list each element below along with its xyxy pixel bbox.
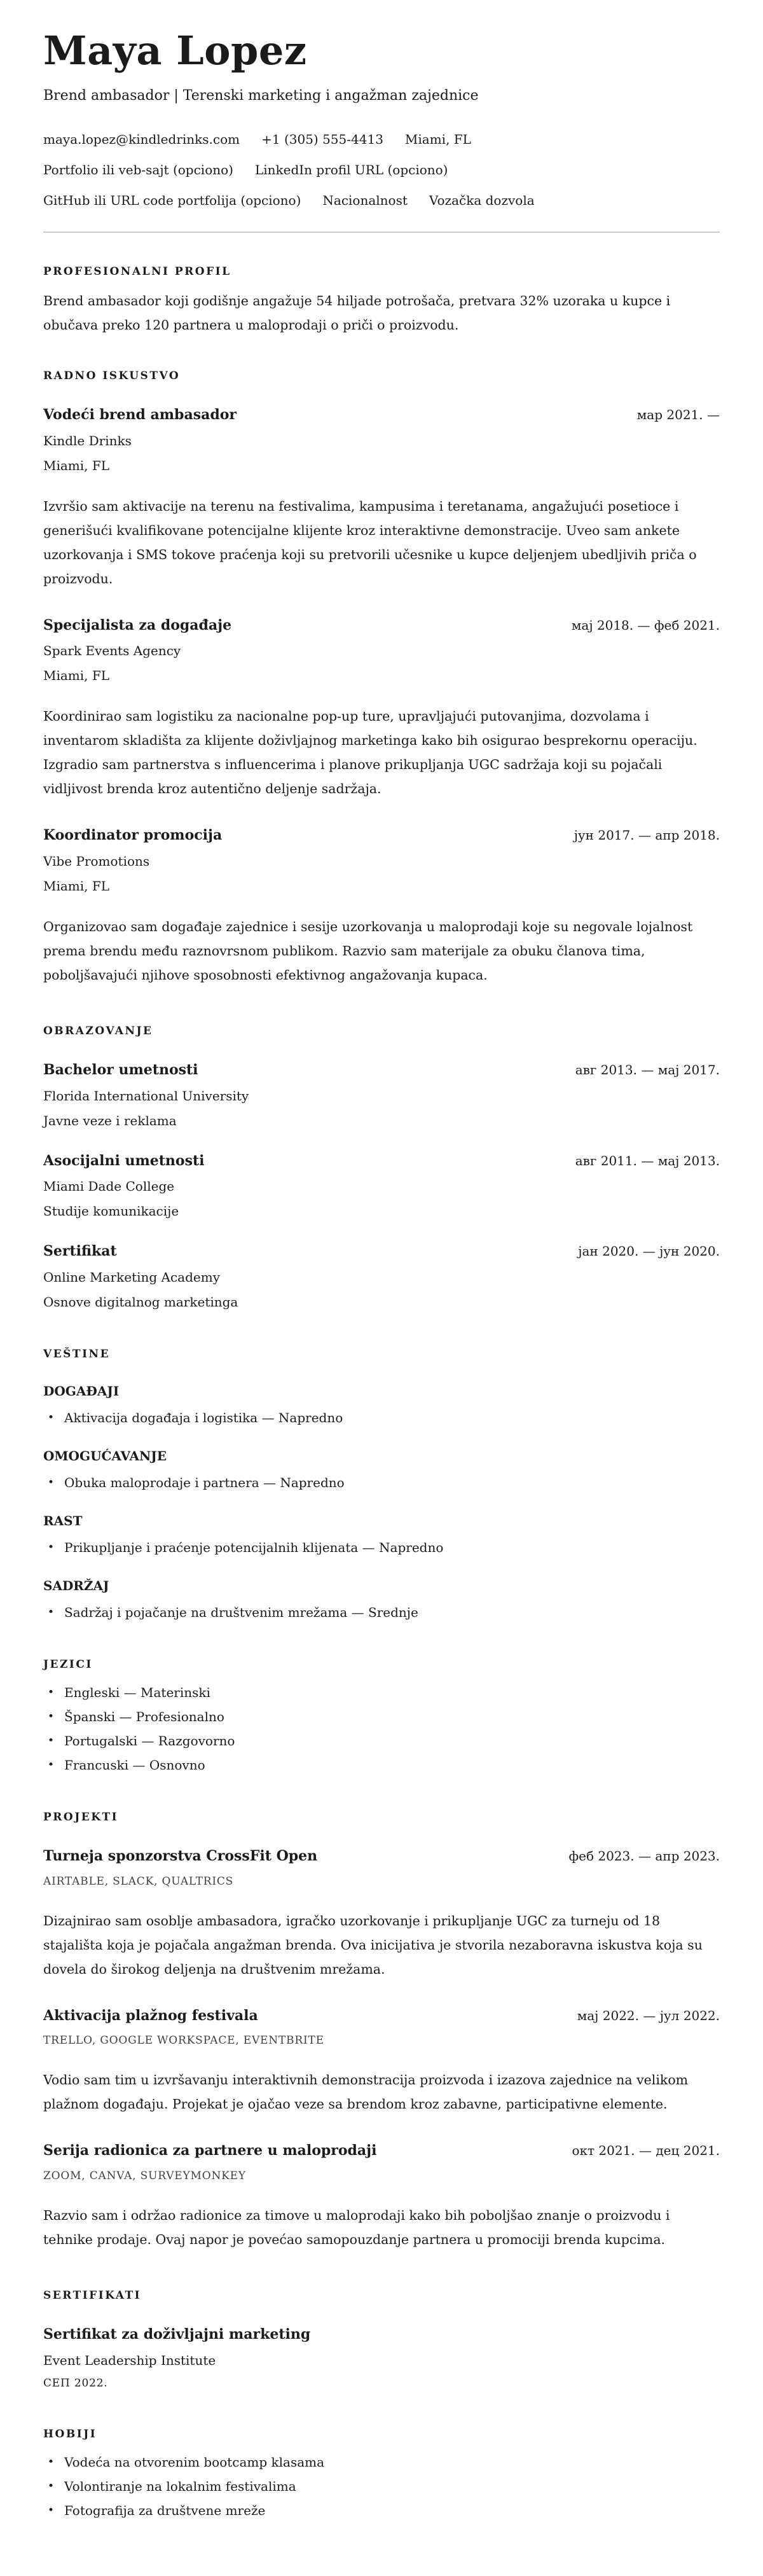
job-entry	[43, 406, 720, 591]
contact-email: maya.lopez@kindledrinks.com	[43, 131, 240, 147]
section-education	[43, 1024, 720, 1310]
job-description: Koordinirao sam logistiku za nacionalne pop-up ture, upravljajući putovanjima, dozvolama i inventarom skladišta za klijente doživljajnog marketinga kako bih osigurao besprekornu operaciju. Izgradio sam partnerstva s influencerima i planove prikupljanja UGC sadržaja koji su pojačali vidljivost brenda kroz autentično deljenje sadržaja.	[43, 709, 698, 797]
language-list	[43, 1684, 720, 1773]
project-dates: феб 2023. — апр 2023.	[568, 1848, 720, 1864]
contact-row-primary	[43, 131, 720, 148]
project-entry	[43, 2142, 720, 2252]
contact-portfolio: Portfolio ili veb-sajt (opciono)	[43, 162, 233, 177]
certificate-issuer: Event Leadership Institute	[43, 2352, 216, 2368]
job-description: Izvršio sam aktivacije na terenu na festivalima, kampusima i teretanama, angažujući posetioce i generišući kvalifikovane potencijalne klijente kroz interaktivne demonstracije. Uveo sam ankete uzorkovanja i SMS tokove praćenja koji su pretvorili učesnike u kupce deljenjem ubedljivih priča o proizvodu.	[43, 498, 697, 586]
section-projects	[43, 1810, 720, 2252]
candidate-headline: Brend ambasador | Terenski marketing i angažman zajednice	[43, 88, 479, 104]
project-title-row	[43, 2007, 720, 2025]
education-title-row	[43, 1061, 720, 1079]
skill-item: • Sadržaj i pojačanje na društvenim mrežama — Srednje	[43, 1604, 720, 1621]
project-tools: AIRTABLE, SLACK, QUALTRICS	[43, 1874, 234, 1888]
section-profile	[43, 265, 720, 337]
job-company: Vibe Promotions	[43, 853, 150, 869]
education-entry	[43, 1242, 720, 1310]
job-title: Specijalista za događaje	[43, 616, 232, 634]
project-description: Razvio sam i održao radionice za timove u maloprodaji kako bih poboljšao znanje o proizvodu i tehnike prodaje. Ovaj napor je povećao samopouzdanje partnera u promociji brenda kupcima.	[43, 2208, 670, 2248]
section-heading-languages: JEZICI	[43, 1658, 93, 1671]
resume-header	[43, 28, 720, 233]
job-company: Spark Events Agency	[43, 643, 181, 659]
project-dates: мај 2022. — јул 2022.	[577, 2007, 720, 2023]
skill-list	[43, 1409, 720, 1426]
job-title-row	[43, 826, 720, 845]
section-hobbies	[43, 2427, 720, 2519]
education-dates: јан 2020. — јун 2020.	[578, 1243, 720, 1259]
skill-item: • Prikupljanje i praćenje potencijalnih klijenata — Napredno	[43, 1539, 720, 1556]
job-dates: мар 2021. —	[636, 407, 720, 423]
job-entry	[43, 616, 720, 801]
language-item: • Engleski — Materinski	[43, 1684, 720, 1701]
certificate-date: СЕП 2022.	[43, 2376, 108, 2390]
certificate-title: Sertifikat za doživljajni marketing	[43, 2326, 311, 2343]
education-degree: Bachelor umetnosti	[43, 1061, 198, 1078]
education-degree: Sertifikat	[43, 1243, 117, 1260]
job-dates: јун 2017. — апр 2018.	[574, 828, 720, 843]
contact-row-links	[43, 162, 720, 178]
skill-item: • Obuka maloprodaje i partnera — Napredno	[43, 1474, 720, 1491]
section-heading-hobbies: HOBIJI	[43, 2427, 97, 2441]
education-field: Javne veze i reklama	[43, 1112, 177, 1128]
education-school: Online Marketing Academy	[43, 1269, 221, 1285]
contact-github: GitHub ili URL code portfolija (opciono)	[43, 192, 301, 208]
hobby-item: • Fotografija za društvene mreže	[43, 2502, 720, 2519]
job-description: Organizovao sam događaje zajednice i sesije uzorkovanja u maloprodaji koje su negovale lojalnost prema brendu među raznovrsnom publikom. Razvio sam materijale za obuku članova tima, poboljšavajući njihove sposobnosti efektivnog angažovanja kupaca.	[43, 918, 693, 983]
project-title-row	[43, 2142, 720, 2160]
project-title: Aktivacija plažnog festivala	[43, 2007, 258, 2024]
section-heading-certificates: SERTIFIKATI	[43, 2289, 142, 2302]
skill-category: DOGAĐAJI	[43, 1383, 120, 1399]
language-item: • Portugalski — Razgovorno	[43, 1733, 720, 1749]
education-entry	[43, 1061, 720, 1129]
section-heading-experience: RADNO ISKUSTVO	[43, 369, 181, 382]
section-experience	[43, 369, 720, 987]
job-location: Miami, FL	[43, 457, 110, 473]
skill-list	[43, 1474, 720, 1491]
education-school: Florida International University	[43, 1088, 249, 1104]
contact-phone: +1 (305) 555-4413	[261, 131, 383, 147]
job-location: Miami, FL	[43, 878, 110, 894]
contact-drivers-license: Vozačka dozvola	[429, 192, 535, 208]
hobby-item: • Volontiranje na lokalnim festivalima	[43, 2478, 720, 2495]
section-heading-skills: VEŠTINE	[43, 1347, 111, 1361]
job-entry	[43, 826, 720, 987]
project-dates: окт 2021. — дец 2021.	[572, 2143, 720, 2159]
certificate-entry	[43, 2325, 720, 2390]
job-title: Koordinator promocija	[43, 827, 223, 844]
contact-linkedin: LinkedIn profil URL (opciono)	[254, 162, 448, 177]
project-tools: ZOOM, CANVA, SURVEYMONKEY	[43, 2169, 246, 2182]
job-company: Kindle Drinks	[43, 433, 132, 448]
section-certificates	[43, 2289, 720, 2390]
project-description: Dizajnirao sam osoblje ambasadora, igračko uzorkovanje i prikupljanje UGC za turneju od 18 stajališta koja je pojačala angažman brenda. Ova inicijativa je stvorila nezaboravna iskustva koja su dovela do širokog deljenja na društvenim mrežama.	[43, 1913, 703, 1977]
language-item: • Francuski — Osnovno	[43, 1757, 720, 1773]
candidate-name: Maya Lopez	[43, 27, 307, 74]
project-entry	[43, 2007, 720, 2117]
job-location: Miami, FL	[43, 668, 110, 684]
job-title-row	[43, 616, 720, 635]
education-entry	[43, 1152, 720, 1220]
section-heading-profile: PROFESIONALNI PROFIL	[43, 265, 231, 278]
project-tools: TRELLO, GOOGLE WORKSPACE, EVENTBRITE	[43, 2034, 324, 2047]
skill-list	[43, 1604, 720, 1621]
education-title-row	[43, 1152, 720, 1170]
header-divider	[43, 232, 720, 233]
job-dates: мај 2018. — феб 2021.	[571, 617, 720, 633]
project-title-row	[43, 1847, 720, 1866]
job-title-row	[43, 406, 720, 424]
education-dates: авг 2013. — мај 2017.	[575, 1062, 720, 1077]
section-languages	[43, 1658, 720, 1773]
education-field: Studije komunikacije	[43, 1203, 179, 1219]
education-field: Osnove digitalnog marketinga	[43, 1294, 238, 1310]
project-title: Serija radionica za partnere u maloprodaji	[43, 2142, 377, 2159]
section-heading-education: OBRAZOVANJE	[43, 1024, 153, 1037]
education-degree: Asocijalni umetnosti	[43, 1152, 205, 1169]
contact-location: Miami, FL	[404, 131, 471, 147]
language-item: • Španski — Profesionalno	[43, 1708, 720, 1725]
project-title: Turneja sponzorstva CrossFit Open	[43, 1848, 318, 1865]
project-entry	[43, 1847, 720, 1981]
contact-nationality: Nacionalnost	[322, 192, 408, 208]
contact-row-extra	[43, 192, 720, 209]
hobby-item: • Vodeća na otvorenim bootcamp klasama	[43, 2454, 720, 2470]
education-dates: авг 2011. — мај 2013.	[575, 1153, 720, 1168]
section-skills	[43, 1347, 720, 1621]
education-title-row	[43, 1242, 720, 1261]
profile-summary: Brend ambasador koji godišnje angažuje 54 hiljade potrošača, pretvara 32% uzoraka u kupce i obučava preko 120 partnera u maloprodaji o priči o proizvodu.	[43, 293, 671, 333]
job-title: Vodeći brend ambasador	[43, 406, 237, 424]
education-school: Miami Dade College	[43, 1179, 175, 1195]
project-description: Vodio sam tim u izvršavanju interaktivnih demonstracija proizvoda i izazova zajednice na velikom plažnom događaju. Projekat je ojačao veze sa brendom kroz zabavne, participativne elemente.	[43, 2072, 689, 2112]
skill-list	[43, 1539, 720, 1556]
skill-item: • Aktivacija događaja i logistika — Napredno	[43, 1409, 720, 1426]
skill-category: OMOGUĆAVANJE	[43, 1448, 167, 1464]
section-heading-projects: PROJEKTI	[43, 1810, 119, 1824]
skill-category: SADRŽAJ	[43, 1577, 109, 1593]
skill-category: RAST	[43, 1513, 83, 1528]
